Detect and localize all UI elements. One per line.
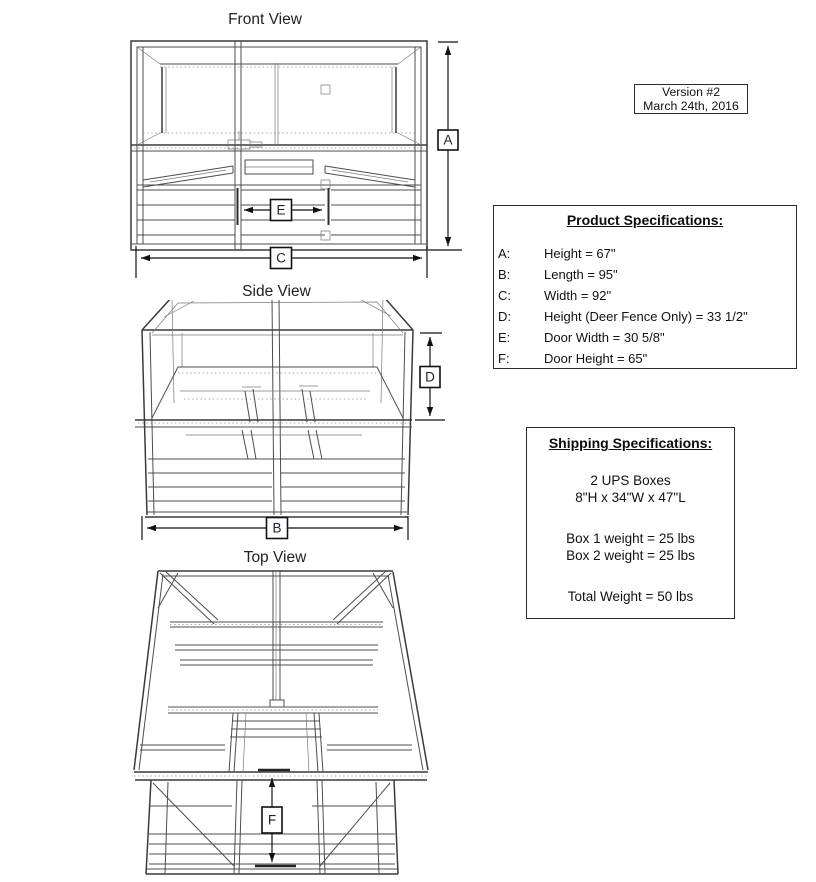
side-view-title: Side View (242, 283, 311, 300)
version-date: March 24th, 2016 (643, 98, 739, 113)
side-view-drawing (120, 300, 470, 545)
spec-key: A: (498, 246, 511, 261)
spec-row-d (494, 306, 796, 327)
spec-value: Door Width = 30 5/8" (544, 330, 665, 345)
front-view-drawing (120, 33, 470, 281)
spec-row-a (494, 243, 796, 264)
shipping-specs-title: Shipping Specifications: (548, 435, 713, 451)
top-view-drawing (120, 548, 470, 882)
shipping-total-weight (527, 588, 734, 605)
dim-label-f: F (267, 812, 277, 828)
spec-value: Height (Deer Fence Only) = 33 1/2" (544, 309, 748, 324)
box1-weight: Box 1 weight = 25 lbs (566, 531, 695, 546)
spec-key: F: (498, 351, 510, 366)
spec-row-b (494, 264, 796, 285)
spec-value: Height = 67" (544, 246, 616, 261)
top-view-title: Top View (243, 549, 307, 566)
product-specs-list (494, 243, 796, 369)
spec-value: Length = 95" (544, 267, 618, 282)
ups-boxes-count: 2 UPS Boxes (590, 473, 671, 488)
spec-value: Width = 92" (544, 288, 612, 303)
product-specs-title: Product Specifications: (566, 212, 724, 228)
dim-label-a: A (443, 132, 453, 148)
spec-key: B: (498, 267, 511, 282)
spec-row-c (494, 285, 796, 306)
shipping-specs-box (526, 427, 735, 619)
spec-key: E: (498, 330, 511, 345)
dim-label-d: D (425, 369, 435, 385)
box2-weight: Box 2 weight = 25 lbs (566, 548, 695, 563)
ups-boxes-dimensions: 8"H x 34"W x 47"L (575, 490, 686, 505)
version-number: Version #2 (661, 85, 721, 99)
spec-row-e (494, 327, 796, 348)
version-box (634, 84, 748, 114)
dim-label-b: B (272, 520, 282, 536)
spec-row-f (494, 348, 796, 369)
spec-key: C: (498, 288, 511, 303)
product-specs-box (493, 205, 797, 369)
shipping-box-weights (527, 530, 734, 564)
spec-value: Door Height = 65" (544, 351, 648, 366)
front-view-title: Front View (228, 11, 302, 28)
spec-key: D: (498, 309, 511, 324)
dim-label-e: E (276, 202, 286, 218)
dim-label-c: C (276, 250, 286, 266)
total-weight: Total Weight = 50 lbs (567, 589, 694, 604)
shipping-boxes-info (527, 472, 734, 506)
